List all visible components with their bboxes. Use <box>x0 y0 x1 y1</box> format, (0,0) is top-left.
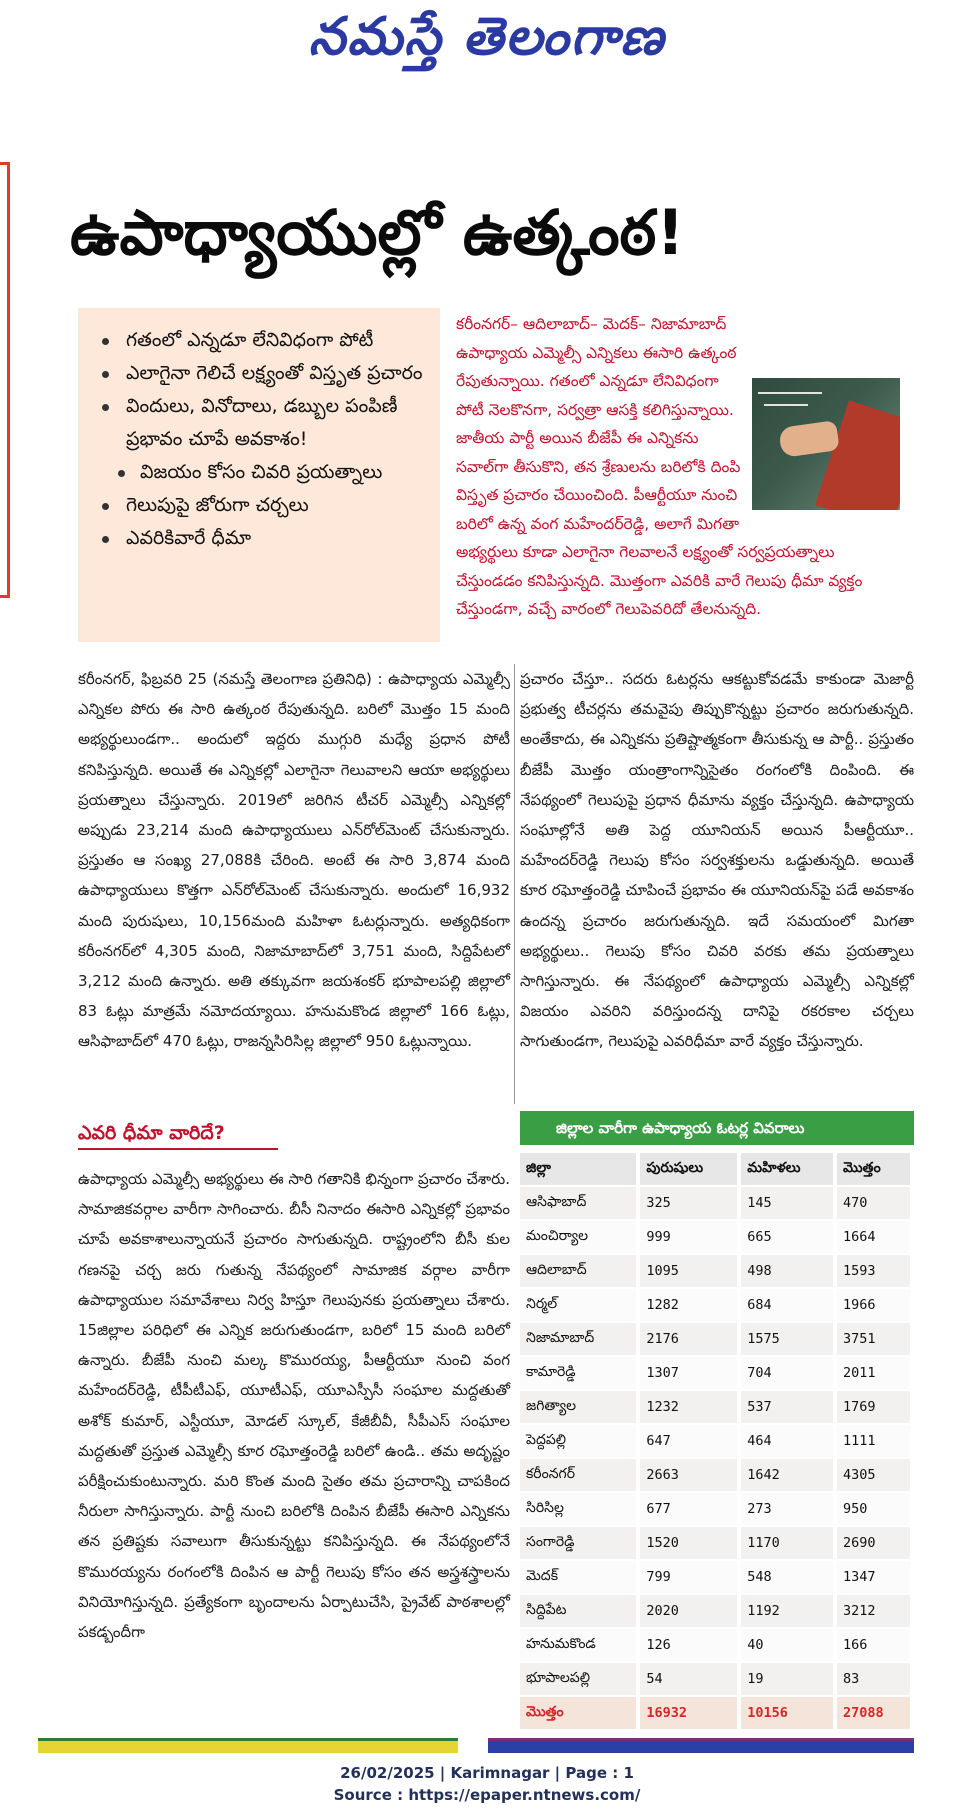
count-cell: 1642 <box>741 1459 837 1491</box>
count-cell: 3212 <box>837 1595 914 1627</box>
count-cell: 16932 <box>640 1697 741 1729</box>
bottom-ad-strip-left <box>38 1738 458 1753</box>
table-row <box>520 1289 914 1321</box>
count-cell: 1282 <box>640 1289 741 1321</box>
count-cell: 464 <box>741 1425 837 1457</box>
count-cell: 1575 <box>741 1323 837 1355</box>
district-cell: భూపాలపల్లి <box>520 1663 640 1695</box>
count-cell: 704 <box>741 1357 837 1389</box>
count-cell: 665 <box>741 1221 837 1253</box>
count-cell: 1095 <box>640 1255 741 1287</box>
masthead <box>0 0 974 90</box>
count-cell: 1232 <box>640 1391 741 1423</box>
bullet-icon <box>102 404 109 411</box>
district-cell: ఆసిఫాబాద్ <box>520 1187 640 1219</box>
article-headline: ఉపాధ్యాయుల్లో ఉత్కంఠ! <box>70 196 685 269</box>
section-subheading: ఎవరి ధీమా వారిదే? <box>78 1116 278 1150</box>
footer-edition-line: 26/02/2025 | Karimnagar | Page : 1 <box>340 1764 634 1782</box>
table-row <box>520 1527 914 1559</box>
district-cell: ఆదిలాబాద్ <box>520 1255 640 1287</box>
district-cell: జగిత్యాల <box>520 1391 640 1423</box>
count-cell: 19 <box>741 1663 837 1695</box>
district-cell: కరీంనగర్ <box>520 1459 640 1491</box>
district-cell: సిద్దిపేట <box>520 1595 640 1627</box>
count-cell: 126 <box>640 1629 741 1661</box>
count-cell: 166 <box>837 1629 914 1661</box>
body-column-3: ఉపాధ్యాయ ఎమ్మెల్సీ అభ్యర్థులు ఈ సారి గతానికి భిన్నంగా ప్రచారం చేశారు. సామాజికవర్గాల వారీగా సాగించారు. బీసీ నినాదం ఈసారి ఎన్నికల్లో ప్రభావం చూపే అవకాశాలున్నాయనే ప్రచారం సాగుతున్నది. రాష్ట్రంలోని బీసీ కుల గణనపై చర్చ జరు గుతున్న నేపథ్యంలో సామాజిక వర్గాల వారీగా ఉపాధ్యాయుల సమావేశాలు నిర్వ హిస్తూ గెలుపునకు ప్రయత్నాలు చేశారు. 15జిల్లాల పరిధిలో ఈ ఎన్నిక జరుగుతుండగా, బరిలో 15 మంది బరిలో ఉన్నారు. బీజేపీ నుంచి మల్క కొమురయ్య, పీఆర్టీయూ నుంచి వంగ మహేందర్‌రెడ్డి, టీపీటీఎఫ్, యూటీఎఫ్, యూఎస్పీసీ సంఘాల మద్దతుతో అశోక్ కుమార్, ఎస్టీయూ, మోడల్ స్కూల్, కేజీబీవీ, సీపీఎస్ సంఘాల మద్దతుతో ప్రస్తుత ఎమ్మెల్సీ కూర రఘోత్తంరెడ్డి బరిలో ఉండి.. తమ అదృష్టం పరీక్షించుకుంటున్నారు. మరి కొంత మంది సైతం తమ ప్రచారాన్ని చాపకింద నీరులా సాగిస్తున్నారు. పార్టీ నుంచి బరిలోకి దింపిన బీజేపీ ఈసారి ఎన్నికను తన ప్రతిష్టకు సవాలుగా తీసుకున్నట్టు కనిపిస్తున్నది. ఈ నేపథ్యంలోనే కొమురయ్యను రంగంలోకి దింపిన ఆ పార్టీ గెలుపు కోసం తన అస్త్రశస్త్రాలను వినియోగిస్తున్నది. ప్రత్యేకంగా బృందాలను ఏర్పాటుచేసి, ప్రైవేట్ పాఠశాలల్లో పకడ్బందీగా <box>78 1170 510 1642</box>
table-row <box>520 1357 914 1389</box>
table-row <box>520 1595 914 1627</box>
count-cell: 537 <box>741 1391 837 1423</box>
bullet-icon <box>102 503 109 510</box>
district-cell: కామారెడ్డి <box>520 1357 640 1389</box>
count-cell: 1520 <box>640 1527 741 1559</box>
count-cell: 2020 <box>640 1595 741 1627</box>
district-cell: నిర్మల్ <box>520 1289 640 1321</box>
page-footer <box>0 1762 974 1806</box>
highlights-list <box>96 324 424 555</box>
count-cell: 2011 <box>837 1357 914 1389</box>
table-header-row <box>520 1153 914 1185</box>
bottom-ad-strip-right <box>488 1738 914 1753</box>
district-voters-table-box <box>520 1111 914 1731</box>
table-row <box>520 1425 914 1457</box>
count-cell: 498 <box>741 1255 837 1287</box>
table-row <box>520 1629 914 1661</box>
highlight-item: గెలుపుపై జోరుగా చర్చలు <box>96 489 424 522</box>
district-cell: నిజామాబాద్ <box>520 1323 640 1355</box>
table-row <box>520 1323 914 1355</box>
column-header: జిల్లా <box>520 1153 640 1185</box>
count-cell: 1192 <box>741 1595 837 1627</box>
intro-paragraph-block <box>456 310 900 650</box>
bullet-icon <box>118 470 125 477</box>
highlight-item: గతంలో ఎన్నడూ లేనివిధంగా పోటీ <box>96 324 424 357</box>
highlight-item: ఎవరికివారే ధీమా <box>96 522 424 555</box>
table-row <box>520 1459 914 1491</box>
table-row <box>520 1255 914 1287</box>
column-header: పురుషులు <box>640 1153 741 1185</box>
count-cell: 325 <box>640 1187 741 1219</box>
count-cell: 470 <box>837 1187 914 1219</box>
count-cell: 2690 <box>837 1527 914 1559</box>
left-accent-bar <box>0 162 10 598</box>
count-cell: 548 <box>741 1561 837 1593</box>
count-cell: 40 <box>741 1629 837 1661</box>
chalk-line <box>764 404 808 406</box>
district-cell: సంగారెడ్డి <box>520 1527 640 1559</box>
district-cell: మెదక్ <box>520 1561 640 1593</box>
count-cell: 647 <box>640 1425 741 1457</box>
highlight-item: విజయం కోసం చివరి ప్రయత్నాలు <box>96 456 424 489</box>
table-row <box>520 1663 914 1695</box>
count-cell: 2663 <box>640 1459 741 1491</box>
table-row <box>520 1221 914 1253</box>
photo-hand <box>778 420 840 458</box>
count-cell: 273 <box>741 1493 837 1525</box>
count-cell: 999 <box>640 1221 741 1253</box>
count-cell: 145 <box>741 1187 837 1219</box>
count-cell: 3751 <box>837 1323 914 1355</box>
count-cell: 4305 <box>837 1459 914 1491</box>
teacher-chalkboard-photo <box>752 378 900 510</box>
column-header: మొత్తం <box>837 1153 914 1185</box>
count-cell: 684 <box>741 1289 837 1321</box>
table-total-row <box>520 1697 914 1729</box>
highlight-item: విందులు, వినోదాలు, డబ్బుల పంపిణీ ప్రభావం చూపే అవకాశం! <box>96 390 424 456</box>
count-cell: 54 <box>640 1663 741 1695</box>
bullet-icon <box>102 338 109 345</box>
table-row <box>520 1493 914 1525</box>
count-cell: 1769 <box>837 1391 914 1423</box>
count-cell: 950 <box>837 1493 914 1525</box>
count-cell: 1593 <box>837 1255 914 1287</box>
highlights-box <box>78 308 440 642</box>
count-cell: 677 <box>640 1493 741 1525</box>
table-row <box>520 1561 914 1593</box>
bullet-icon <box>102 536 109 543</box>
district-cell: మంచిర్యాల <box>520 1221 640 1253</box>
district-cell: మొత్తం <box>520 1697 640 1729</box>
column-header: మహిళలు <box>741 1153 837 1185</box>
table-title: జిల్లాల వారీగా ఉపాధ్యాయ ఓటర్ల వివరాలు <box>520 1111 914 1145</box>
highlight-item: ఎలాగైనా గెలిచే లక్ష్యంతో విస్తృత ప్రచారం <box>96 357 424 390</box>
count-cell: 1307 <box>640 1357 741 1389</box>
district-cell: హనుమకొండ <box>520 1629 640 1661</box>
footer-source-line: Source : https://epaper.ntnews.com/ <box>333 1786 641 1804</box>
count-cell: 1347 <box>837 1561 914 1593</box>
column-divider <box>514 664 515 1104</box>
intro-paragraph: కరీంనగర్– ఆదిలాబాద్– మెదక్– నిజామాబాద్ ఉపాధ్యాయ ఎమ్మెల్సీ ఎన్నికలు ఈసారి ఉత్కంఠ రేపుతున్నాయి. గతంలో ఎన్నడూ లేనివిధంగా పోటీ నెలకొనగా, సర్వత్రా ఆసక్తి కలిగిస్తున్నాయి. జాతీయ పార్టీ అయిన బీజేపీ ఈ ఎన్నికను సవాల్‌గా తీసుకొని, తన శ్రేణులను బరిలోకి దింపి విస్తృత ప్రచారం చేయించింది. పీఆర్టీయూ నుంచి బరిలో ఉన్న వంగ మహేందర్‌రెడ్డి, అలాగే మిగతా అభ్యర్థులు కూడా ఎలాగైనా గెలవాలనే లక్ష్యంతో సర్వప్రయత్నాలు చేస్తుండడం కనిపిస్తున్నది. మొత్తంగా ఎవరికి వారే గెలుపు ధీమా వ్యక్తం చేస్తుండగా, వచ్చే వారంలో గెలుపెవరిదో తేలనున్నది. <box>456 315 863 618</box>
count-cell: 1664 <box>837 1221 914 1253</box>
table-body <box>520 1187 914 1729</box>
count-cell: 1111 <box>837 1425 914 1457</box>
district-cell: పెద్దపల్లి <box>520 1425 640 1457</box>
chalk-line <box>758 392 822 394</box>
table-row <box>520 1187 914 1219</box>
count-cell: 1966 <box>837 1289 914 1321</box>
count-cell: 799 <box>640 1561 741 1593</box>
count-cell: 2176 <box>640 1323 741 1355</box>
count-cell: 10156 <box>741 1697 837 1729</box>
district-cell: సిరిసిల్ల <box>520 1493 640 1525</box>
count-cell: 1170 <box>741 1527 837 1559</box>
body-column-1: కరీంనగర్, ఫిబ్రవరి 25 (నమస్తే తెలంగాణ ప్రతినిధి) : ఉపాధ్యాయ ఎమ్మెల్సీ ఎన్నికల పోరు ఈ సారి ఉత్కంఠ రేపుతున్నది. బరిలో మొత్తం 15 మంది అభ్యర్థులుండగా.. అందులో ఇద్దరు ముగ్గురి మధ్యే ప్రధాన పోటీ కనిపిస్తున్నది. అయితే ఈ ఎన్నికల్లో ఎలాగైనా గెలువాలని ఆయా అభ్యర్థులు ప్రయత్నాలు చేస్తున్నారు. 2019లో జరిగిన టీచర్ ఎమ్మెల్సీ ఎన్నికల్లో అప్పుడు 23,214 మంది ఉపాధ్యాయులు ఎన్‌రోల్‌మెంట్ చేసుకున్నారు. ప్రస్తుతం ఆ సంఖ్య 27,088కి చేరింది. అంటే ఈ సారి 3,874 మంది ఉపాధ్యాయులు కొత్తగా ఎన్‌రోల్‌మెంట్ చేసుకున్నారు. అందులో 16,932 మంది పురుషులు, 10,156మంది మహిళా ఓటర్లున్నారు. అత్యధికంగా కరీంనగర్‌లో 4,305 మంది, నిజామాబాద్‌లో 3,751 మంది, సిద్దిపేటలో 3,212 మంది ఉన్నారు. అతి తక్కువగా జయశంకర్ భూపాలపల్లి జిల్లాలో 83 ఓట్లు మాత్రమే నమోదయ్యాయి. హనుమకొండ జిల్లాలో 166 ఓట్లు, ఆసిఫాబాద్‌లో 470 ఓట్లు, రాజన్నసిరిసిల్ల జిల్లాలో 950 ఓట్లున్నాయి. <box>78 670 510 1051</box>
count-cell: 83 <box>837 1663 914 1695</box>
table-row <box>520 1391 914 1423</box>
district-voters-table <box>520 1151 914 1731</box>
photo-sleeve <box>815 400 900 510</box>
newspaper-logo: నమస్తే తెలంగాణ <box>308 6 666 67</box>
body-column-2: ప్రచారం చేస్తూ.. సదరు ఓటర్లను ఆకట్టుకోవడమే కాకుండా మెజార్టీ ప్రభుత్వ టీచర్లను తమవైపు తిప్పుకొన్నట్టు ప్రచారం జరుగుతున్నది. అంతేకాదు, ఈ ఎన్నికను ప్రతిష్టాత్మకంగా తీసుకున్న ఆ పార్టీ.. ప్రస్తుతం బీజేపీ మొత్తం యంత్రాంగాన్నిసైతం రంగంలోకి దింపింది. ఈ నేపథ్యంలో గెలుపుపై ప్రధాన ధీమాను వ్యక్తం చేస్తున్నది. ఉపాధ్యాయ సంఘాల్లోనే అతి పెద్ద యూనియన్ అయిన పీఆర్టీయూ.. మహేందర్‌రెడ్డి గెలుపు కోసం సర్వశక్తులను ఒడ్డుతున్నది. అయితే కూర రఘోత్తంరెడ్డి చూపించే ప్రభావం ఈ యూనియన్‌పై పడే అవకాశం ఉందన్న ప్రచారం జరుగుతున్నది. ఇదే సమయంలో మిగతా అభ్యర్థులు.. గెలుపు కోసం చివరి వరకు తమ ప్రయత్నాలు సాగిస్తున్నారు. ఈ నేపథ్యంలో ఉపాధ్యాయ ఎమ్మెల్సీ ఎన్నికల్లో విజయం ఎవరిని వరిస్తుందన్న దానిపై రకరకాల చర్చలు సాగుతుండగా, గెలుపుపై ఎవరిధీమా వారే వ్యక్తం చేస్తున్నారు. <box>520 670 914 1051</box>
count-cell: 27088 <box>837 1697 914 1729</box>
bullet-icon <box>102 371 109 378</box>
